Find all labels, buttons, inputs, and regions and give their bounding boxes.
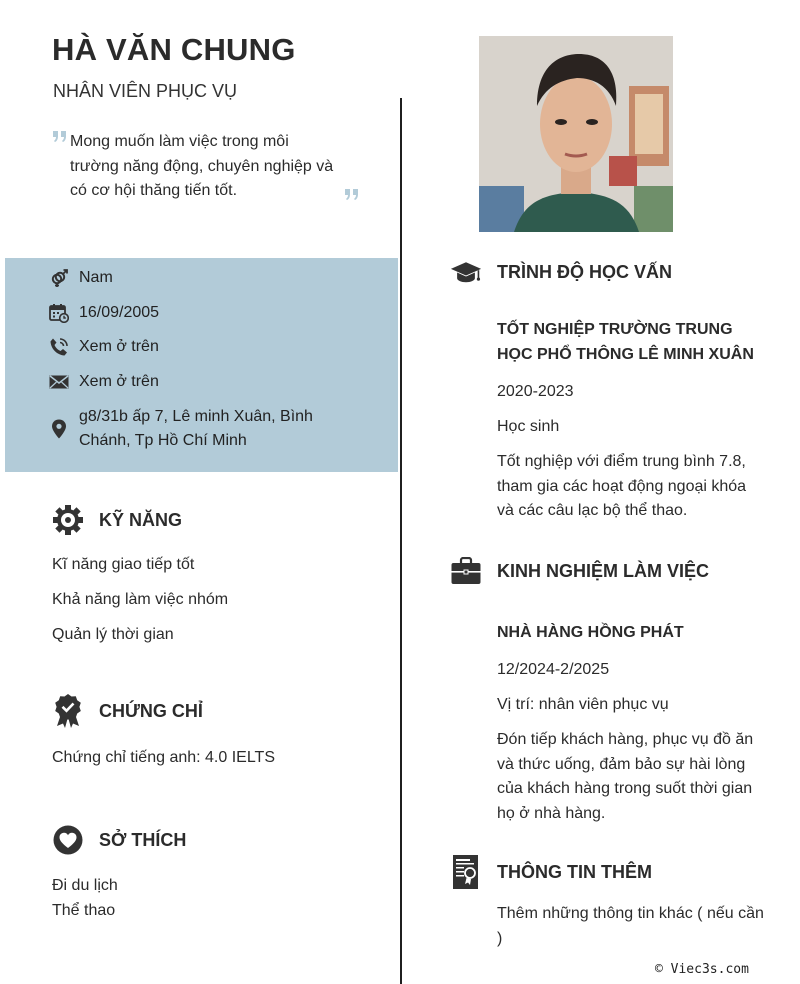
certificates-heading	[52, 695, 203, 727]
education-period: 2020-2023	[497, 383, 574, 400]
hobby-item: Thể thao	[52, 902, 116, 919]
phone-value: Xem ở trên	[79, 338, 159, 355]
candidate-name: HÀ VĂN CHUNG	[52, 32, 296, 67]
gender-icon	[49, 268, 69, 288]
contact-address	[49, 405, 339, 453]
experience-title: KINH NGHIỆM LÀM VIỆC	[497, 560, 710, 581]
gear-icon	[52, 504, 84, 536]
email-value: Xem ở trên	[79, 373, 159, 390]
contact-phone	[49, 335, 339, 359]
contact-email	[49, 370, 339, 394]
phone-icon	[49, 337, 69, 357]
education-school: TỐT NGHIỆP TRƯỜNG TRUNG HỌC PHỔ THÔNG LÊ MINH XUÂN	[497, 321, 754, 363]
experience-heading	[450, 555, 709, 587]
job-title: NHÂN VIÊN PHỤC VỤ	[53, 81, 238, 101]
skills-title: KỸ NĂNG	[99, 509, 183, 530]
experience-company: NHÀ HÀNG HỒNG PHÁT	[497, 624, 684, 641]
additional-info-text: Thêm những thông tin khác ( nếu cần )	[497, 905, 764, 947]
award-badge-icon	[52, 695, 84, 727]
column-divider	[400, 98, 402, 984]
experience-period: 12/2024-2/2025	[497, 661, 610, 678]
hobbies-title: SỞ THÍCH	[99, 829, 187, 850]
objective-text: Mong muốn làm việc trong môi trường năng động, chuyên nghiệp và có cơ hội thăng tiến tốt.	[70, 133, 334, 199]
experience-description: Đón tiếp khách hàng, phục vụ đồ ăn và thức uống, đảm bảo sự hài lòng của khách hàng trong suốt thời gian họ ở nhà hàng.	[497, 731, 754, 822]
skills-heading	[52, 504, 182, 536]
gender-value: Nam	[79, 269, 113, 286]
contact-info-panel	[5, 258, 398, 472]
certificates-title: CHỨNG CHỈ	[99, 700, 203, 721]
envelope-icon	[49, 372, 69, 392]
education-role: Học sinh	[497, 418, 560, 435]
education-title: TRÌNH ĐỘ HỌC VẤN	[497, 261, 672, 282]
skill-item: Quản lý thời gian	[52, 626, 174, 643]
profile-photo	[479, 36, 673, 232]
hobby-item: Đi du lịch	[52, 877, 118, 894]
hobbies-heading	[52, 824, 186, 856]
birthday-value: 16/09/2005	[79, 304, 160, 321]
experience-position: Vị trí: nhân viên phục vụ	[497, 696, 669, 713]
graduation-cap-icon	[450, 256, 482, 288]
skill-item: Kĩ năng giao tiếp tốt	[52, 556, 195, 573]
certificate-item: Chứng chỉ tiếng anh: 4.0 IELTS	[52, 749, 275, 766]
footer-credit: © Viec3s.com	[655, 962, 749, 977]
additional-info-heading	[450, 856, 652, 888]
briefcase-icon	[450, 555, 482, 587]
education-description: Tốt nghiệp với điểm trung bình 7.8, tham gia các hoạt động ngoại khóa và các câu lạc bộ thể thao.	[497, 453, 747, 519]
location-pin-icon	[49, 419, 69, 439]
quote-close-icon	[344, 188, 360, 202]
document-icon	[450, 856, 482, 888]
contact-birthday	[49, 301, 339, 325]
contact-gender	[49, 266, 339, 290]
address-value: g8/31b ấp 7, Lê minh Xuân, Bình Chánh, Tp Hồ Chí Minh	[79, 408, 313, 449]
calendar-icon	[49, 303, 69, 323]
heart-icon	[52, 824, 84, 856]
career-objective	[52, 130, 362, 210]
education-heading	[450, 256, 672, 288]
skill-item: Khả năng làm việc nhóm	[52, 591, 229, 608]
additional-info-title: THÔNG TIN THÊM	[497, 861, 652, 882]
quote-open-icon	[52, 130, 68, 144]
